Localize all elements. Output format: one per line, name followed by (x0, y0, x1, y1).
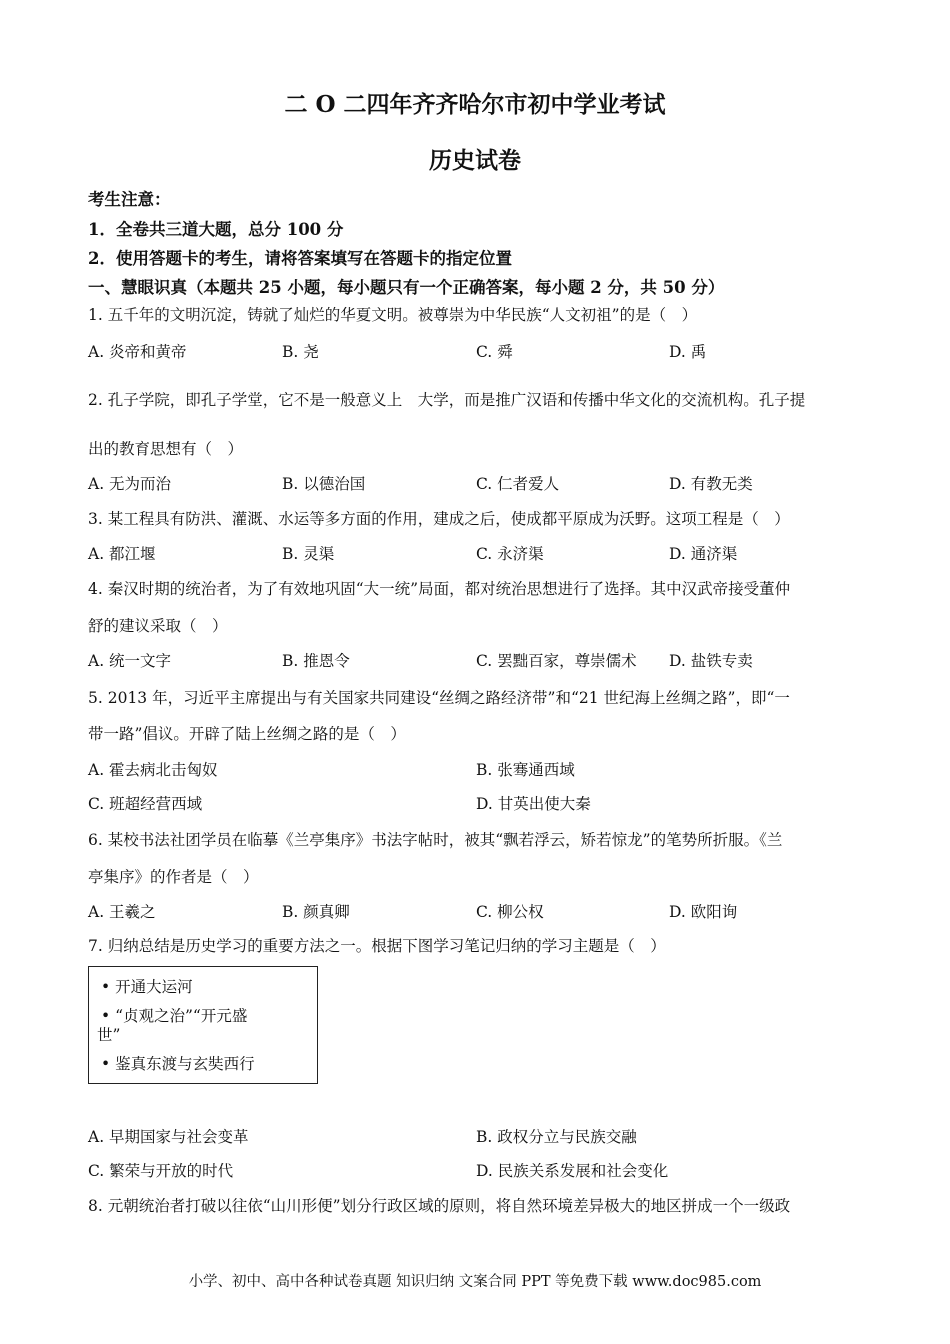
q7-option-a: A. 早期国家与社会变革 (88, 1128, 249, 1146)
note-item-2-line-2: 世” (97, 1026, 121, 1044)
question-2-line-2: 出的教育思想有（ ） (88, 440, 244, 458)
q5-option-c: C. 班超经营西域 (88, 795, 203, 813)
question-8: 8. 元朝统治者打破以往依“山川形便”划分行政区域的原则，将自然环境差异极大的地区拼成一个一级政 (88, 1197, 791, 1215)
note-item-1: • 开通大运河 (101, 978, 193, 996)
notice-item-1: 1．全卷共三道大题，总分 100 分 (88, 220, 344, 239)
note-item-3: • 鉴真东渡与玄奘西行 (101, 1055, 255, 1073)
q2-option-c: C. 仁者爱人 (476, 475, 560, 493)
notice-item-2: 2．使用答题卡的考生，请将答案填写在答题卡的指定位置 (88, 249, 512, 268)
notice-heading: 考生注意： (88, 190, 171, 209)
q5-option-d: D. 甘英出使大秦 (476, 795, 591, 813)
question-4-line-2: 舒的建议采取（ ） (88, 617, 228, 635)
q2-option-b: B. 以德治国 (282, 475, 366, 493)
q3-option-b: B. 灵渠 (282, 545, 335, 563)
q6-option-d: D. 欧阳询 (669, 903, 738, 921)
question-4-line-1: 4. 秦汉时期的统治者，为了有效地巩固“大一统”局面，都对统治思想进行了选择。其中汉武帝接受董仲 (88, 580, 791, 598)
note-item-2-line-1: • “贞观之治”“开元盛 (101, 1007, 248, 1025)
page-footer: 小学、初中、高中各种试卷真题 知识归纳 文案合同 PPT 等免费下载 www.doc985.com (188, 1274, 762, 1290)
q3-option-a: A. 都江堰 (88, 545, 156, 563)
q7-option-b: B. 政权分立与民族交融 (476, 1128, 637, 1146)
q4-option-c: C. 罢黜百家，尊崇儒术 (476, 652, 637, 670)
q1-option-c: C. 舜 (476, 343, 513, 361)
q1-option-d: D. 禹 (669, 343, 707, 361)
question-7: 7. 归纳总结是历史学习的重要方法之一。根据下图学习笔记归纳的学习主题是（ ） (88, 937, 666, 955)
q2-option-d: D. 有教无类 (669, 475, 753, 493)
q5-option-a: A. 霍去病北击匈奴 (88, 761, 218, 779)
q7-option-c: C. 繁荣与开放的时代 (88, 1162, 234, 1180)
question-2-line-1: 2. 孔子学院，即孔子学堂，它不是一般意义上 大学，而是推广汉语和传播中华文化的交流机构。孔子提 (88, 391, 806, 409)
q4-option-d: D. 盐铁专卖 (669, 652, 753, 670)
q4-option-a: A. 统一文字 (88, 652, 172, 670)
q1-option-b: B. 尧 (282, 343, 319, 361)
q6-option-b: B. 颜真卿 (282, 903, 350, 921)
exam-subtitle: 历史试卷 (429, 147, 521, 174)
exam-title: 二 O 二四年齐齐哈尔市初中学业考试 (284, 91, 666, 118)
q3-option-c: C. 永济渠 (476, 545, 544, 563)
q4-option-b: B. 推恩令 (282, 652, 350, 670)
q2-option-a: A. 无为而治 (88, 475, 172, 493)
question-5-line-1: 5. 2013 年，习近平主席提出与有关国家共同建设“丝绸之路经济带”和“21 世纪海上丝绸之路”，即“一 (88, 689, 790, 707)
question-1: 1. 五千年的文明沉淀，铸就了灿烂的华夏文明。被尊崇为中华民族“人文初祖”的是（ ） (88, 306, 698, 324)
question-6-line-1: 6. 某校书法社团学员在临摹《兰亭集序》书法字帖时，被其“飘若浮云，矫若惊龙”的笔势所折服。《兰 (88, 831, 783, 849)
q6-option-a: A. 王羲之 (88, 903, 156, 921)
q7-option-d: D. 民族关系发展和社会变化 (476, 1162, 669, 1180)
question-5-line-2: 带一路”倡议。开辟了陆上丝绸之路的是（ ） (88, 725, 406, 743)
q6-option-c: C. 柳公权 (476, 903, 544, 921)
q3-option-d: D. 通济渠 (669, 545, 738, 563)
question-3: 3. 某工程具有防洪、灌溉、水运等多方面的作用，建成之后，使成都平原成为沃野。这项工程是（ ） (88, 510, 790, 528)
study-notes-box (88, 966, 318, 1084)
q1-option-a: A. 炎帝和黄帝 (88, 343, 187, 361)
section-heading: 一、慧眼识真（本题共 25 小题，每小题只有一个正确答案，每小题 2 分，共 50 分） (88, 278, 725, 297)
q5-option-b: B. 张骞通西域 (476, 761, 575, 779)
question-6-line-2: 亭集序》的作者是（ ） (88, 868, 259, 886)
